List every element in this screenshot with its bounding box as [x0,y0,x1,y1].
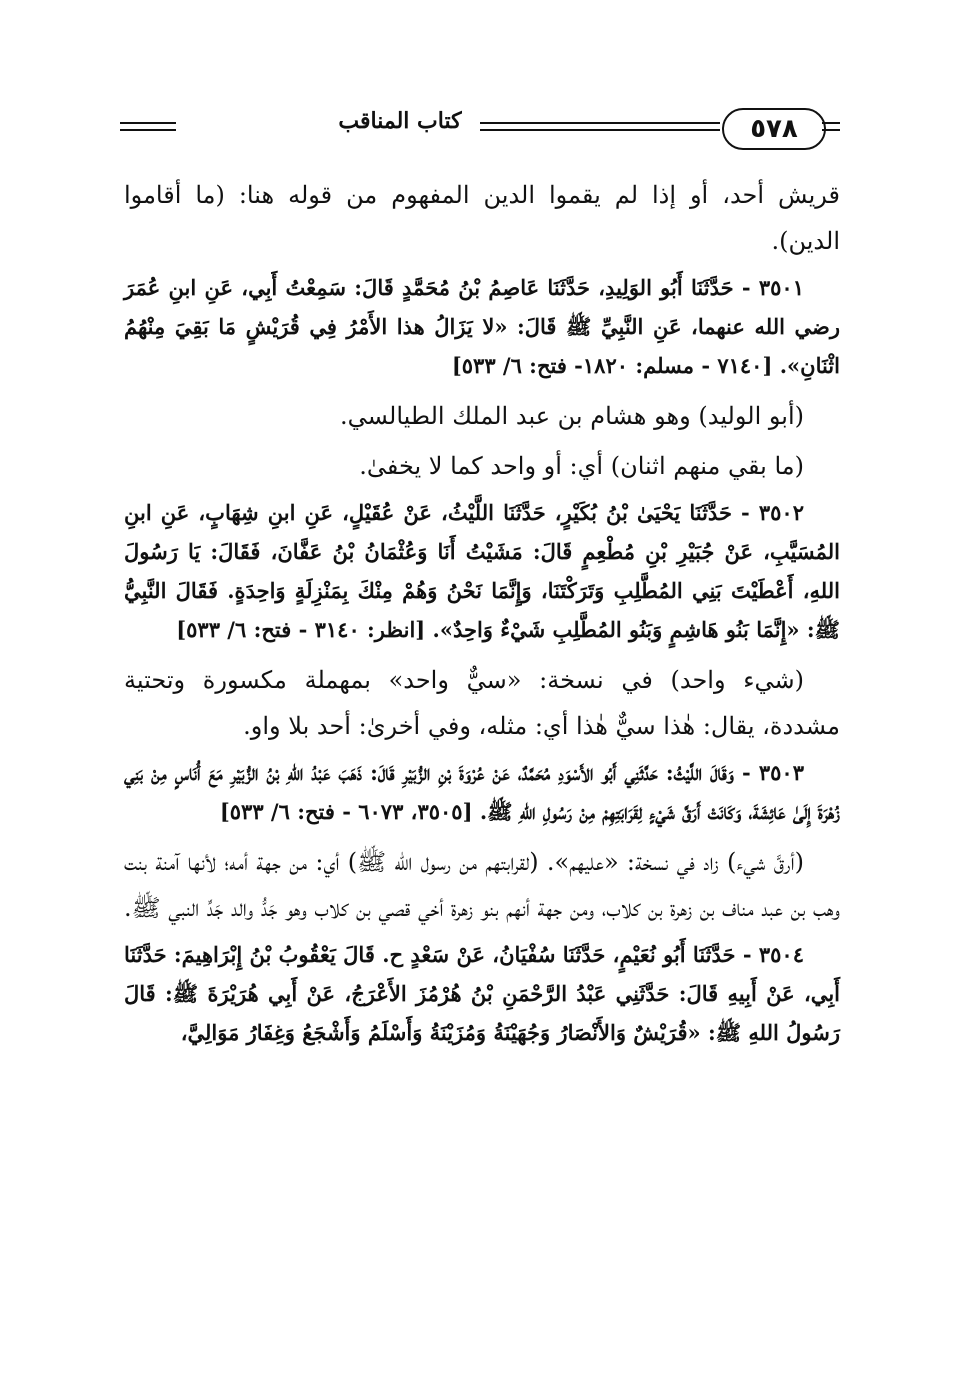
commentary-paragraph: قريش أحد، أو إذا لم يقموا الدين المفهوم من قوله هنا: (ما أقاموا الدين). [124,181,840,255]
running-title: كتاب المناقب [320,106,480,136]
commentary-paragraph: (أرقَّ شيء) زاد في نسخة: «عليهم». (لقرابتهم من رسول الله ﷺ) أي: من جهة أمه؛ لأنها آمنة بنت وهب بن عبد مناف بن زهرة بن كلاب، ومن جهة أنهم بنو زهرة أخي قصي بن كلاب وهو جَدُّ والد جَدِّ النبي ﷺ. [123,848,840,922]
hadith-3502: ٣٥٠٢ - حَدَّثَنَا يَحْيَىٰ بْنُ بُكَيْرٍ، حَدَّثَنَا اللَّيْثُ، عَنْ عُقَيْلٍ، عَنِ ابنِ شِهَابٍ، عَنِ ابنِ المُسَيَّبِ، عَنْ جُبَيْرِ بْنِ مُطْعِمٍ قَالَ: مَشَيْتُ أَنَا وَعُثْمَانُ بْنُ عَفَّانَ، فَقَالَ: يَا رَسُولَ اللهِ، أَعْطَيْتَ بَنِي المُطَّلِبِ وَتَرَكْتَنَا، وَإِنَّمَا نَحْنُ وَهُمْ مِنْكَ بِمَنْزِلَةٍ وَاحِدَةٍ. فَقَالَ النَّبِيُّ ﷺ: «إِنَّمَا بَنُو هَاشِمٍ وَبَنُو المُطَّلِبِ شَيْءٌ وَاحِدٌ». [انظر: ٣١٤٠ - فتح: ٦/ ٥٣٣] [124,500,840,642]
hadith-3503: ٣٥٠٣ - وَقَالَ اللَّيْثُ: حَدَّثَنِي أَبُو الأَسْوَدِ مُحَمَّدٌ، عَنْ عُرْوَةَ بْنِ الزُّبَيْرِ قَالَ: ذَهَبَ عَبْدُ اللهِ بْنُ الزُّبَيْرِ مَعَ أُنَاسٍ مِنْ بَنِي زُهْرَةَ إِلَىٰ عَائِشَةَ، وَكَانَتْ أَرَقَّ شَيْءٍ لِقَرَابَتِهِمْ مِنْ رَسُولِ اللهِ ﷺ. [٣٥٠٥، ٦٠٧٣ - فتح: ٦/ ٥٣٣] [124,760,840,824]
page-header [120,100,840,156]
hadith-3501: ٣٥٠١ - حَدَّثَنَا أَبُو الوَلِيدِ، حَدَّثَنَا عَاصِمُ بْنُ مُحَمَّدٍ قَالَ: سَمِعْتُ أَبِي، عَنِ ابنِ عُمَرَ رضي الله عنهما، عَنِ النَّبِيِّ ﷺ قَالَ: «لا يَزَالُ هذا الأَمْرُ فِي قُرَيْشٍ مَا بَقِيَ مِنْهُمُ اثْنَانِ». [٧١٤٠ - مسلم: ١٨٢٠- فتح: ٦/ ٥٣٣] [124,275,840,378]
commentary-paragraph: (شيء واحد) في نسخة: «سيٌّ واحد» بمهملة مكسورة وتحتية مشددة، يقال: هٰذا سيٌّ هٰذا أي: مثله، وفي أخرىٰ: أحد بلا واو. [124,666,840,740]
commentary-paragraph: (ما بقي منهم اثنان) أي: أو واحد كما لا يخفىٰ. [359,452,804,480]
header-rule-left [120,122,176,131]
page-body [124,172,840,1060]
commentary-paragraph: (أبو الوليد) وهو هشام بن عبد الملك الطيالسي. [339,402,804,430]
page-number: ٥٧٨ [722,108,826,150]
hadith-3504: ٣٥٠٤ - حَدَّثَنَا أَبُو نُعَيْمٍ، حَدَّثَنَا سُفْيَانُ، عَنْ سَعْدٍ ح. قَالَ يَعْقُوبُ بْنُ إِبْرَاهِيمَ: حَدَّثَنَا أَبِي، عَنْ أَبِيهِ قَالَ: حَدَّثَنِي عَبْدُ الرَّحْمَنِ بْنُ هُرْمُزَ الأَعْرَجُ، عَنْ أَبِي هُرَيْرَةَ ﷺ: قَالَ رَسُولُ اللهِ ﷺ: «قُرَيْشٌ وَالأَنْصَارُ وَجُهَيْنَةُ وَمُزَيْنَةُ وَأَسْلَمُ وَأَشْجَعُ وَغِفَارُ مَوَالِيَّ، [124,942,840,1045]
